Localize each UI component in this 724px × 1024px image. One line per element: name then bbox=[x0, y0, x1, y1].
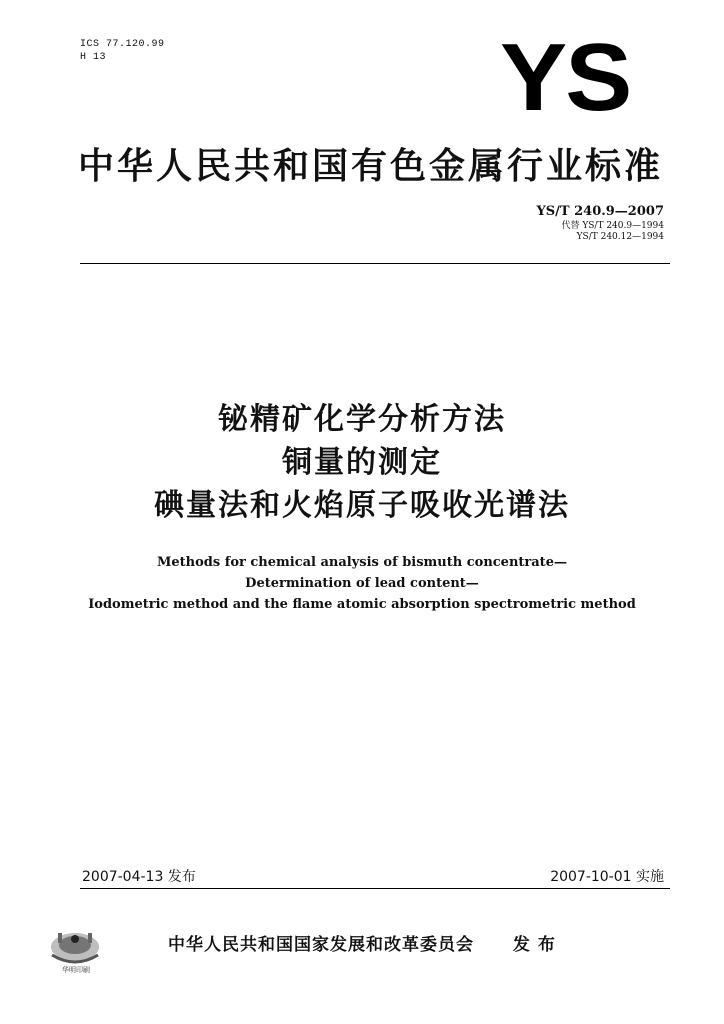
ccs-code: H 13 bbox=[80, 52, 107, 63]
english-title bbox=[0, 552, 724, 615]
emblem-caption: 华明印刷 bbox=[62, 966, 90, 974]
english-title-line: Methods for chemical analysis of bismuth concentrate— bbox=[157, 555, 567, 570]
english-title-line: Determination of lead content— bbox=[245, 576, 479, 591]
issuer-name: 中华人民共和国国家发展和改革委员会 bbox=[168, 935, 474, 955]
ics-code: ICS 77.120.99 bbox=[80, 39, 165, 50]
replaces-line: 代替 YS/T 240.9—1994 bbox=[561, 221, 664, 231]
chinese-title bbox=[0, 398, 724, 527]
publish-label: 发 布 bbox=[512, 935, 556, 955]
chinese-title-line: 铋精矿化学分析方法 bbox=[218, 402, 506, 437]
standard-number: YS/T 240.9—2007 bbox=[536, 204, 664, 219]
footer-divider bbox=[80, 888, 670, 889]
standard-type-title: 中华人民共和国有色金属行业标准 bbox=[78, 145, 664, 187]
replaces-standards bbox=[561, 221, 664, 243]
issuer-line bbox=[168, 930, 556, 955]
replaces-line: YS/T 240.12—1994 bbox=[576, 232, 664, 242]
ys-logo: YS bbox=[500, 24, 631, 131]
english-title-line: Iodometric method and the flame atomic absorption spectrometric method bbox=[88, 597, 636, 612]
issue-date: 2007-04-13 发布 bbox=[82, 869, 196, 885]
chinese-title-line: 铜量的测定 bbox=[282, 445, 442, 480]
chinese-title-line: 碘量法和火焰原子吸收光谱法 bbox=[154, 488, 570, 523]
header-divider bbox=[80, 263, 670, 264]
implementation-date: 2007-10-01 实施 bbox=[550, 869, 664, 885]
classification-codes bbox=[80, 38, 165, 64]
